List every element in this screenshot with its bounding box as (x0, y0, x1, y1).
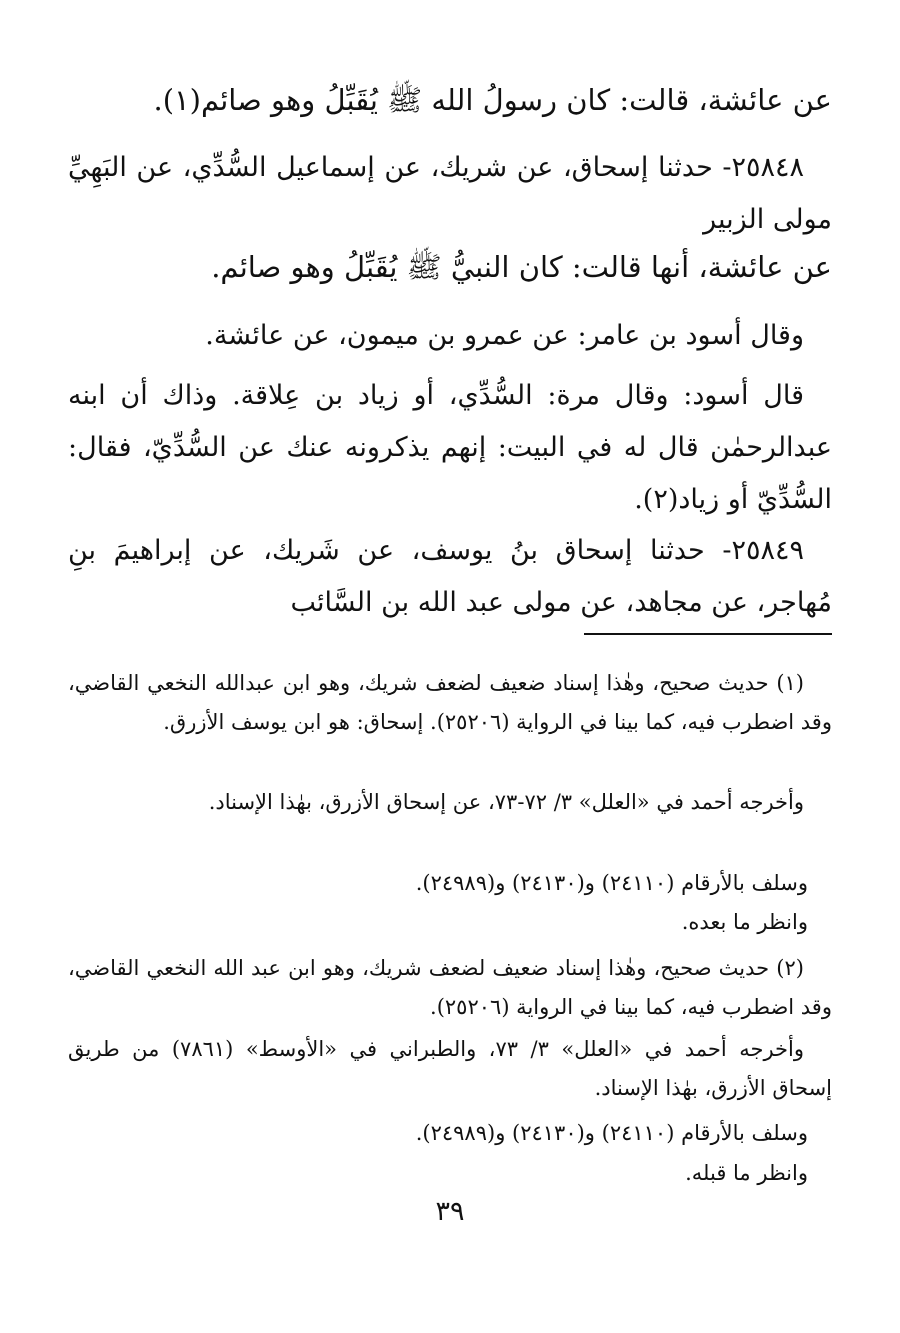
footnote-1-see-also: وانظر ما بعده. (681, 910, 808, 934)
hadith-25848-chain: ٢٥٨٤٨- حدثنا إسحاق، عن شريك، عن إسماعيل السُّدِّي، عن البَهِيِّ مولى الزبير (68, 152, 832, 235)
footnote-1-cross-ref: وسلف بالأرقام (٢٤١١٠) و(٢٤١٣٠) و(٢٤٩٨٩). (415, 871, 808, 895)
footnote-1-takhrij: وأخرجه أحمد في «العلل» ٣/ ٧٢-٧٣، عن إسحاق الأزرق، بهٰذا الإسناد. (208, 790, 804, 814)
hadith-25849-chain: ٢٥٨٤٩- حدثنا إسحاق بنُ يوسف، عن شَريك، عن إبراهيمَ بنِ مُهاجر، عن مجاهد، عن مولى عبد الله بن السَّائب (68, 535, 832, 618)
footnote-2-cross-ref: وسلف بالأرقام (٢٤١١٠) و(٢٤١٣٠) و(٢٤٩٨٩). (415, 1121, 808, 1145)
footnote-separator (584, 633, 832, 635)
page-number: ٣٩ (435, 1196, 465, 1227)
hadith-paragraph-5: قال أسود: وقال مرة: السُّدِّي، أو زياد بن عِلاقة. وذاك أن ابنه عبدالرحمٰن قال له في البيت: إنهم يذكرونه عنك عن السُّدِّيّ، فقال: السُّدِّيّ أو زياد(٢). (68, 380, 832, 515)
footnote-2-takhrij: وأخرجه أحمد في «العلل» ٣/ ٧٣، والطبراني في «الأوسط» (٧٨٦١) من طريق إسحاق الأزرق، بهٰذا الإسناد. (68, 1037, 832, 1100)
hadith-paragraph-4: وقال أسود بن عامر: عن عمرو بن ميمون، عن عائشة. (205, 320, 804, 351)
hadith-paragraph-1: عن عائشة، قالت: كان رسولُ الله ﷺ يُقَبِّلُ وهو صائم(١). (153, 83, 832, 117)
footnote-2-see-also: وانظر ما قبله. (685, 1161, 808, 1185)
footnote-1: (١) حديث صحيح، وهٰذا إسناد ضعيف لضعف شريك، وهو ابن عبدالله النخعي القاضي، وقد اضطرب فيه، كما بينا في الرواية (٢٥٢٠٦). إسحاق: هو ابن يوسف الأزرق. (68, 671, 832, 734)
footnote-2: (٢) حديث صحيح، وهٰذا إسناد ضعيف لضعف شريك، وهو ابن عبد الله النخعي القاضي، وقد اضطرب فيه، كما بينا في الرواية (٢٥٢٠٦). (68, 956, 832, 1019)
hadith-paragraph-3: عن عائشة، أنها قالت: كان النبيُّ ﷺ يُقَبِّلُ وهو صائم. (211, 250, 832, 284)
